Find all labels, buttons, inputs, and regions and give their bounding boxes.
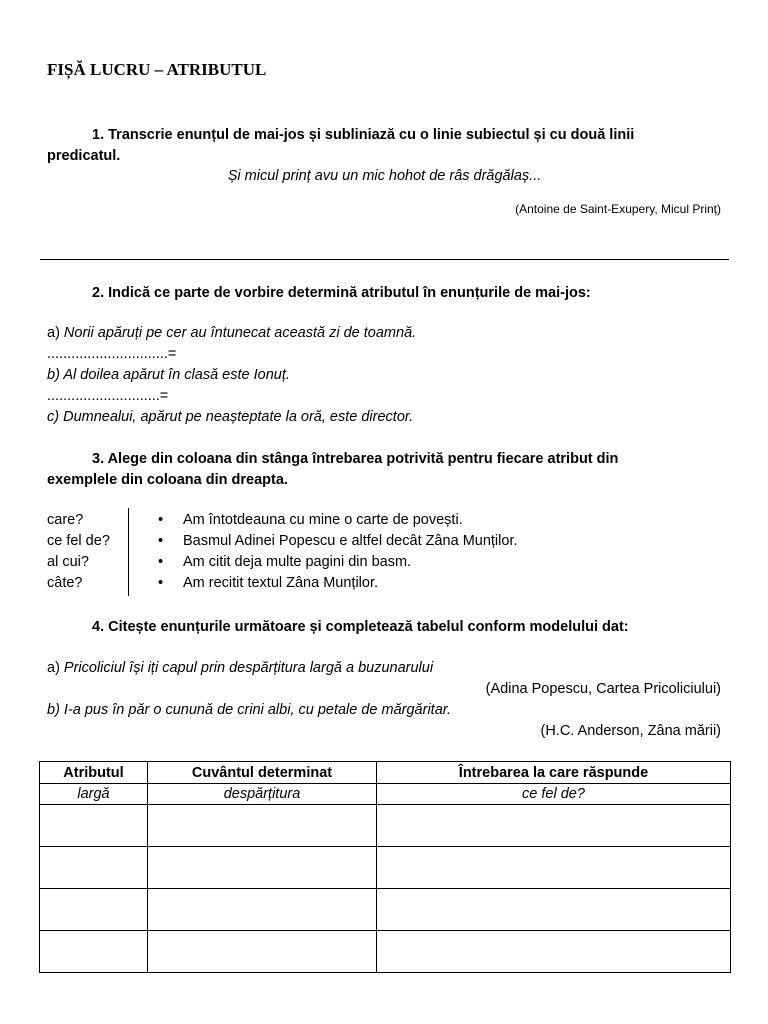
bullet-icon: • bbox=[158, 575, 164, 591]
bullet-item-text: Am recitit textul Zâna Munților. bbox=[183, 575, 379, 591]
exercise-4-item-a-prefix: a) bbox=[47, 660, 64, 676]
question-item: câte? bbox=[47, 575, 83, 591]
table-cell-empty[interactable] bbox=[377, 889, 731, 931]
table-cell-empty[interactable] bbox=[377, 847, 731, 889]
question-item: al cui? bbox=[47, 554, 89, 570]
table-cell: largă bbox=[40, 784, 148, 805]
table-header-cell: Atributul bbox=[40, 762, 148, 784]
exercise-4-source-a: (Adina Popescu, Cartea Pricoliciului) bbox=[485, 681, 721, 697]
exercise-2-item-c: c) Dumnealui, apărut pe neașteptate la oră, este director. bbox=[47, 409, 414, 425]
table-cell-empty[interactable] bbox=[148, 931, 377, 973]
table-header-row bbox=[40, 762, 731, 784]
bullet-item bbox=[158, 573, 718, 594]
table-cell-empty[interactable] bbox=[148, 805, 377, 847]
exercise-4-source-b: (H.C. Anderson, Zâna mării) bbox=[540, 723, 721, 739]
exercise-2-item-b: b) Al doilea apărut în clasă este Ionuț. bbox=[47, 367, 290, 383]
exercise-4-item-a-text: Pricoliciul își iți capul prin despărțitura largă a buzunarului bbox=[63, 660, 434, 676]
exercise-4-item-a bbox=[47, 658, 727, 679]
page-title: FIȘĂ LUCRU – ATRIBUTUL bbox=[47, 60, 267, 79]
exercise-1-prompt bbox=[47, 125, 722, 167]
table-cell-empty[interactable] bbox=[40, 889, 148, 931]
bullet-item-text: Am citit deja multe pagini din basm. bbox=[183, 554, 412, 570]
exercise-1-prompt-line1: 1. Transcrie enunțul de mai-jos și subliniază cu o linie subiectul și cu două linii bbox=[92, 127, 635, 143]
exercise-2-prompt: 2. Indică ce parte de vorbire determină atributul în enunțurile de mai-jos: bbox=[92, 285, 591, 301]
bullet-icon: • bbox=[158, 512, 164, 528]
table-row bbox=[40, 889, 731, 931]
question-column bbox=[47, 510, 127, 594]
exercise-4-item-b: b) I-a pus în păr o cunună de crini albi, cu petale de mărgăritar. bbox=[47, 702, 452, 718]
exercise-4-prompt: 4. Citește enunțurile următoare și completează tabelul conform modelului dat: bbox=[92, 619, 629, 635]
question-item: ce fel de? bbox=[47, 533, 110, 549]
table-row bbox=[40, 847, 731, 889]
exercise-1-source: (Antoine de Saint-Exupery, Micul Prinț) bbox=[515, 202, 721, 216]
question-item: care? bbox=[47, 512, 84, 528]
table-cell-empty[interactable] bbox=[148, 847, 377, 889]
table-cell-empty[interactable] bbox=[377, 805, 731, 847]
bullet-item bbox=[158, 510, 718, 531]
answer-line bbox=[40, 259, 729, 260]
bullet-icon: • bbox=[158, 554, 164, 570]
exercise-1-prompt-line2: predicatul. bbox=[47, 148, 121, 164]
table-cell-empty[interactable] bbox=[148, 889, 377, 931]
exercise-2-item-a-prefix: a) bbox=[47, 325, 64, 341]
exercise-2-blank-b[interactable]: ............................= bbox=[47, 388, 169, 404]
table-cell-empty[interactable] bbox=[377, 931, 731, 973]
table-row-example bbox=[40, 784, 731, 805]
table-cell: despărțitura bbox=[148, 784, 377, 805]
column-divider bbox=[128, 508, 129, 596]
bullet-item-text: Basmul Adinei Popescu e altfel decât Zâna Munților. bbox=[183, 533, 518, 549]
bullet-item bbox=[158, 552, 718, 573]
table-header-cell: Cuvântul determinat bbox=[148, 762, 377, 784]
bullet-icon: • bbox=[158, 533, 164, 549]
table-row bbox=[40, 931, 731, 973]
exercise-3-prompt-line2: exemplele din coloana din dreapta. bbox=[47, 472, 288, 488]
exercise-3-prompt-line1: 3. Alege din coloana din stânga întrebarea potrivită pentru fiecare atribut din bbox=[92, 451, 619, 467]
answer-table bbox=[39, 761, 731, 973]
table-cell: ce fel de? bbox=[377, 784, 731, 805]
bullet-item-text: Am întotdeauna cu mine o carte de povești. bbox=[183, 512, 463, 528]
exercise-2-blank-a[interactable]: ..............................= bbox=[47, 346, 177, 362]
table-cell-empty[interactable] bbox=[40, 847, 148, 889]
table-cell-empty[interactable] bbox=[40, 931, 148, 973]
sentence-column bbox=[158, 510, 718, 594]
exercise-2-item-a-text: Norii apăruți pe cer au întunecat această zi de toamnă. bbox=[63, 325, 417, 341]
table-cell-empty[interactable] bbox=[40, 805, 148, 847]
table-header-cell: Întrebarea la care răspunde bbox=[377, 762, 731, 784]
bullet-item bbox=[158, 531, 718, 552]
exercise-1-quote: Și micul prinț avu un mic hohot de râs drăgălaș... bbox=[227, 168, 542, 184]
exercise-3-prompt bbox=[47, 449, 722, 491]
exercise-2-item-a bbox=[47, 323, 727, 344]
table-row bbox=[40, 805, 731, 847]
